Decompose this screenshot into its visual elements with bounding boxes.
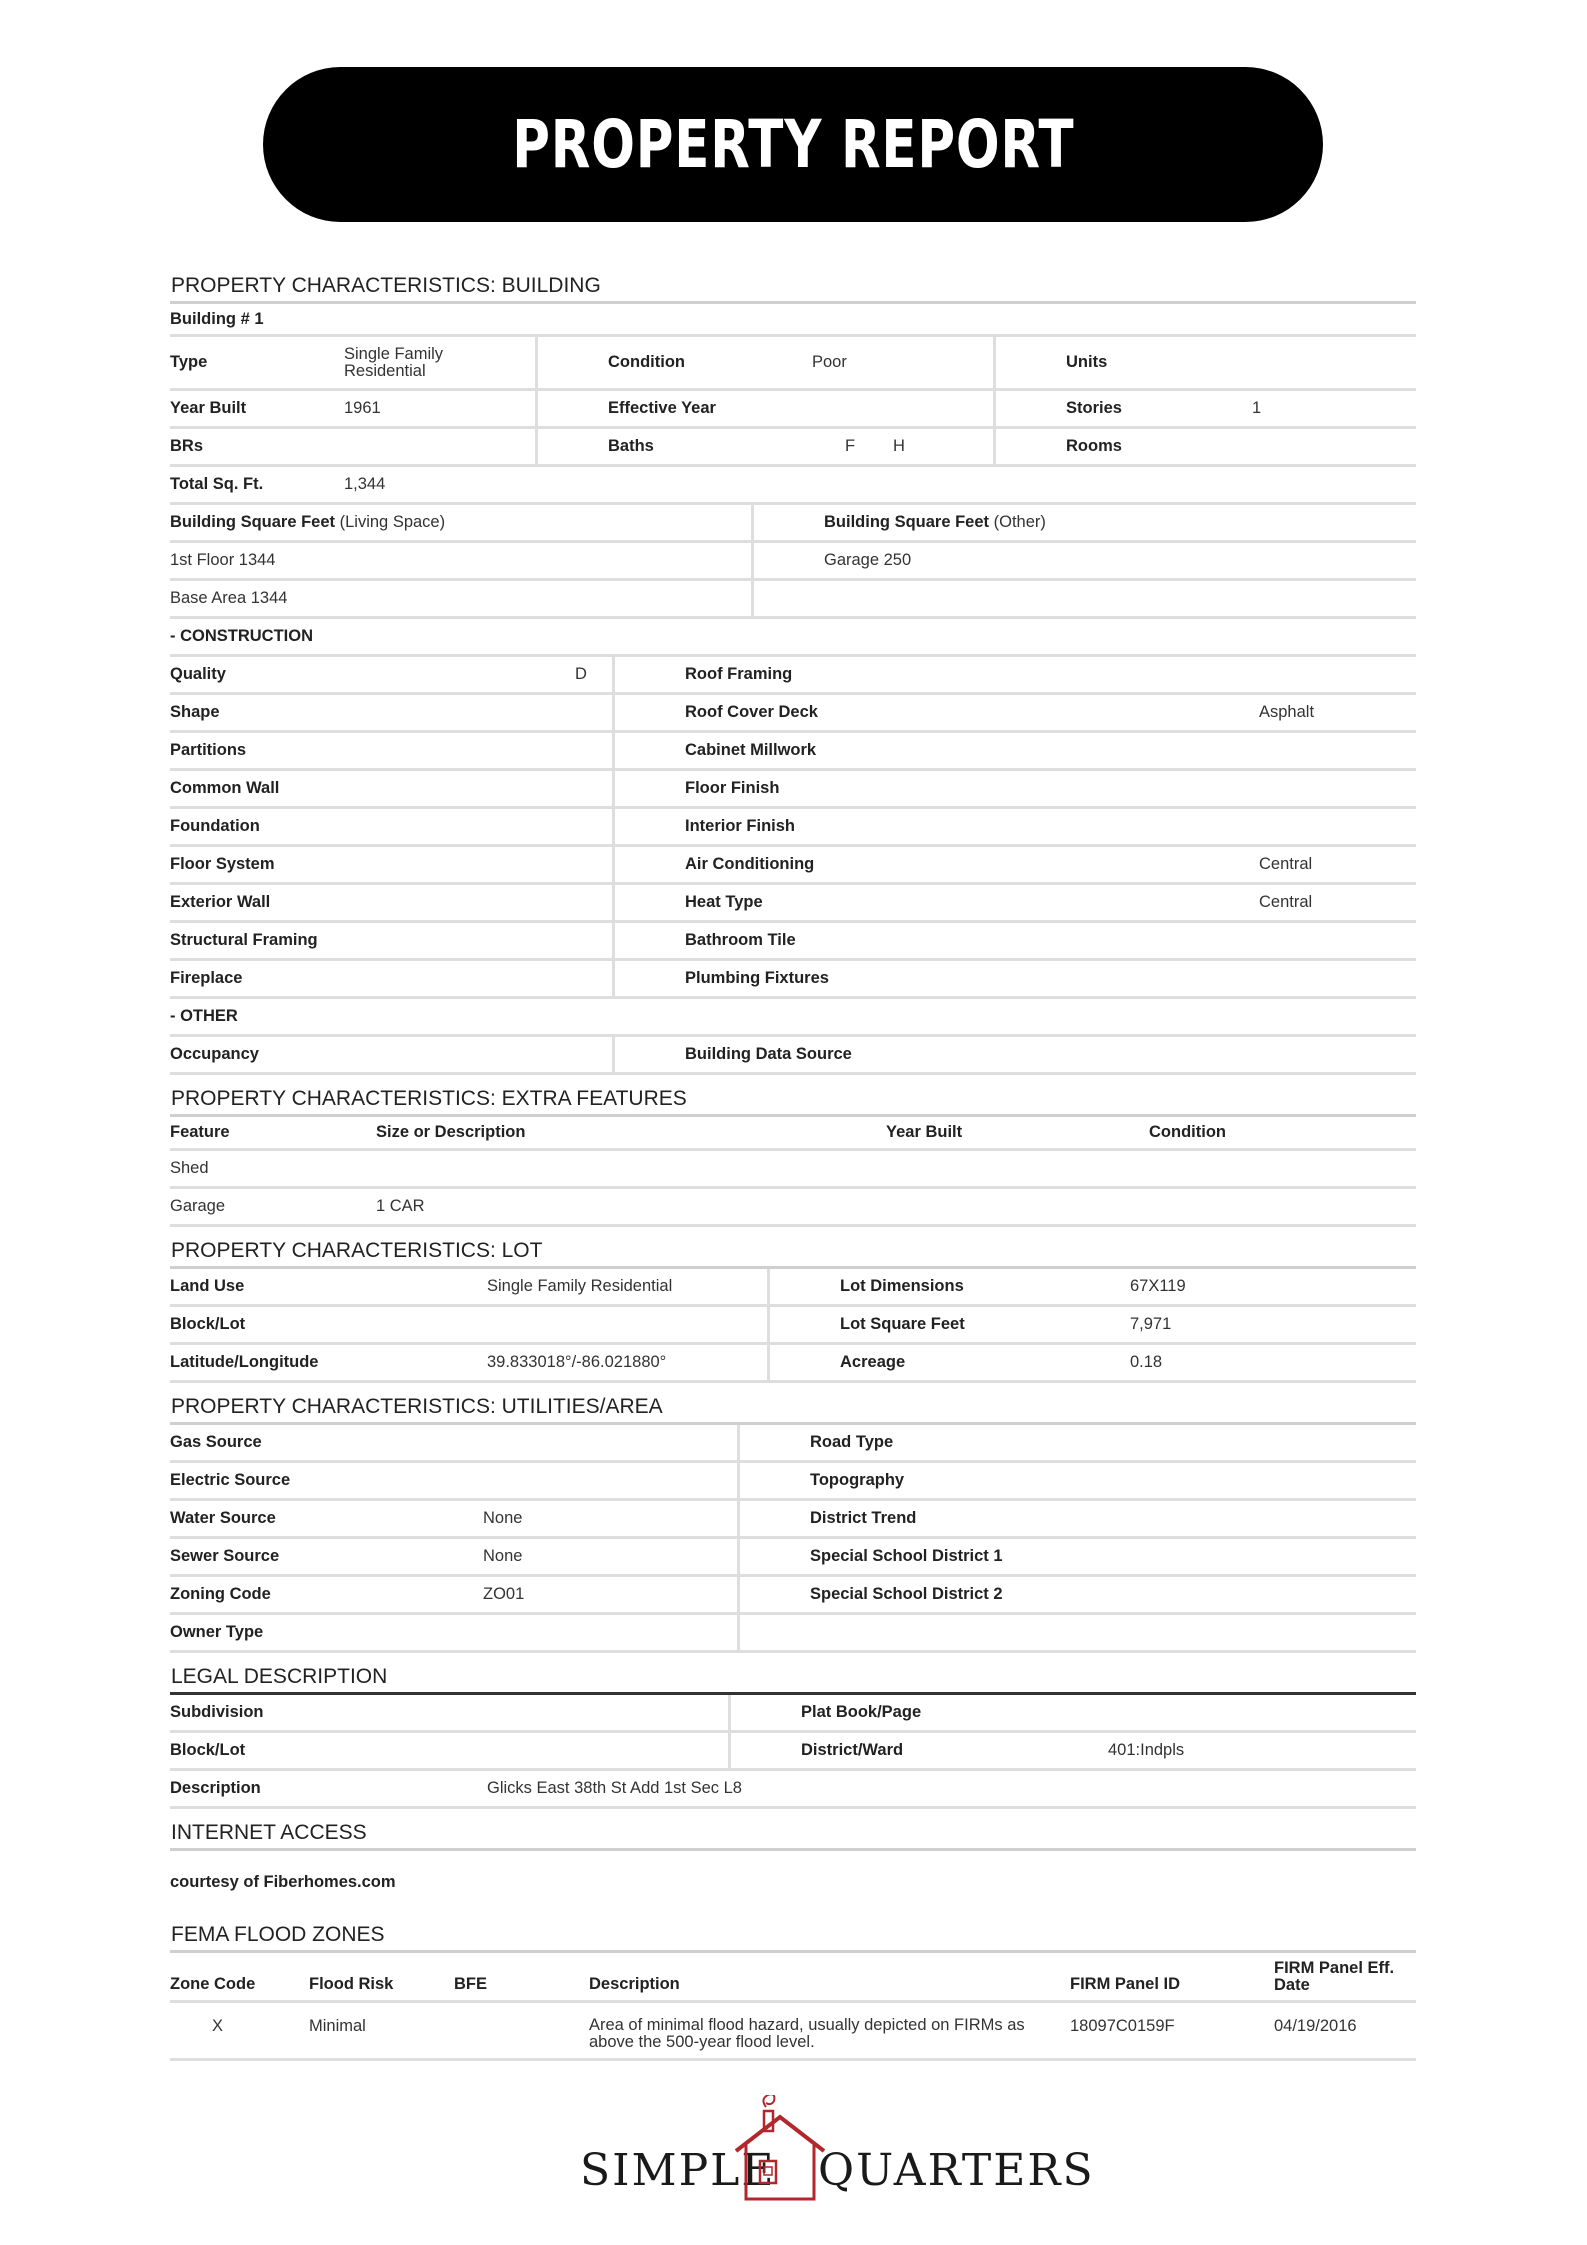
construction-left-label: Floor System	[170, 855, 275, 873]
construction-right-cell	[615, 695, 1314, 730]
district-label: District/Ward	[801, 1741, 904, 1759]
utility-right-label: Road Type	[810, 1433, 894, 1451]
type-value: Single Family Residential	[344, 344, 444, 380]
construction-left-label: Quality	[170, 665, 226, 683]
other-header	[170, 999, 1416, 1037]
utility-right-cell	[740, 1615, 810, 1650]
lot-row	[170, 1307, 1416, 1345]
legal-row-subdivision	[170, 1695, 1416, 1733]
report-banner	[263, 67, 1323, 222]
utility-left-label: Gas Source	[170, 1433, 262, 1451]
utility-right-label: Special School District 2	[810, 1585, 1003, 1603]
building-row-rooms	[170, 429, 1416, 467]
construction-right-label: Roof Framing	[685, 665, 793, 683]
units-label: Units	[1066, 353, 1108, 371]
report-document	[170, 266, 1416, 2061]
col-size: Size or Description	[376, 1123, 526, 1141]
plat-label: Plat Book/Page	[801, 1703, 922, 1721]
utility-left-label: Owner Type	[170, 1623, 264, 1641]
construction-left-label: Shape	[170, 703, 220, 721]
construction-left-cell	[170, 923, 615, 958]
construction-row	[170, 809, 1416, 847]
effective-year-label: Effective Year	[608, 399, 716, 417]
brs-label: BRs	[170, 437, 204, 455]
section-title-utilities: PROPERTY CHARACTERISTICS: UTILITIES/AREA	[170, 1395, 1416, 1425]
section-title-lot: PROPERTY CHARACTERISTICS: LOT	[170, 1239, 1416, 1269]
construction-left-label: Structural Framing	[170, 931, 318, 949]
construction-row	[170, 847, 1416, 885]
lot-left-cell	[170, 1307, 770, 1342]
construction-right-cell	[615, 961, 1259, 996]
construction-left-cell	[170, 657, 615, 692]
utility-left-cell	[170, 1539, 740, 1574]
lot-left-value: 39.833018°/-86.021880°	[487, 1353, 667, 1371]
district-value: 401:Indpls	[1108, 1741, 1185, 1759]
fema-header	[170, 1953, 1416, 2003]
logo-text-right: QUARTERS	[818, 2145, 1095, 2196]
lot-right-value: 7,971	[1130, 1315, 1172, 1333]
building-sqft-header	[170, 505, 1416, 543]
utility-left-cell	[170, 1577, 740, 1612]
lot-right-cell	[770, 1345, 1162, 1380]
stories-label: Stories	[1066, 399, 1122, 417]
construction-row	[170, 885, 1416, 923]
internet-courtesy: courtesy of Fiberhomes.com	[170, 1872, 396, 1891]
col-eff-date: FIRM Panel Eff. Date	[1274, 1959, 1395, 1994]
lot-right-label: Lot Square Feet	[840, 1315, 965, 1333]
construction-left-label: Fireplace	[170, 969, 243, 987]
condition-label: Condition	[608, 353, 685, 371]
construction-right-label: Plumbing Fixtures	[685, 969, 829, 987]
construction-header	[170, 619, 1416, 657]
lot-row	[170, 1269, 1416, 1307]
baths-label: Baths	[608, 437, 654, 455]
description-label: Description	[170, 1779, 261, 1797]
logo-text-left: SIMPLE	[580, 2145, 776, 2196]
lot-row	[170, 1345, 1416, 1383]
report-title: PROPERTY REPORT	[511, 106, 1075, 183]
construction-right-cell	[615, 923, 1259, 958]
construction-right-label: Floor Finish	[685, 779, 780, 797]
construction-left-cell	[170, 771, 615, 806]
construction-left-label: Common Wall	[170, 779, 280, 797]
utility-row	[170, 1463, 1416, 1501]
total-sqft-value: 1,344	[344, 475, 386, 493]
construction-right-cell	[615, 733, 1259, 768]
lot-right-value: 0.18	[1130, 1353, 1163, 1371]
col-panel-id: FIRM Panel ID	[1070, 1975, 1181, 1993]
legal-blocklot-label: Block/Lot	[170, 1741, 246, 1759]
feature-value: Shed	[170, 1159, 209, 1177]
year-built-value: 1961	[344, 399, 381, 417]
col-zone: Zone Code	[170, 1975, 256, 1993]
construction-left-cell	[170, 961, 615, 996]
utility-right-label: Special School District 1	[810, 1547, 1003, 1565]
construction-right-label: Bathroom Tile	[685, 931, 796, 949]
utility-row	[170, 1425, 1416, 1463]
utility-row	[170, 1501, 1416, 1539]
feature-value: Garage	[170, 1197, 226, 1215]
section-title-legal: LEGAL DESCRIPTION	[170, 1665, 1416, 1695]
utility-right-cell	[740, 1501, 916, 1536]
living-space-paren: (Living Space)	[339, 513, 446, 531]
lot-left-cell	[170, 1269, 770, 1304]
construction-right-cell	[615, 809, 1259, 844]
building-number: Building # 1	[170, 304, 1416, 337]
construction-left-label: Exterior Wall	[170, 893, 271, 911]
lot-right-label: Lot Dimensions	[840, 1277, 964, 1295]
construction-right-value: Asphalt	[1259, 703, 1315, 721]
building-row-year	[170, 391, 1416, 429]
living-space-2: Base Area 1344	[170, 581, 754, 616]
risk-value: Minimal	[309, 2017, 366, 2035]
fema-row	[170, 2003, 1416, 2061]
construction-right-label: Roof Cover Deck	[685, 703, 818, 721]
other-space-paren: (Other)	[993, 513, 1046, 531]
lot-left-label: Block/Lot	[170, 1315, 246, 1333]
extra-feature-row	[170, 1151, 1416, 1189]
building-sqft-row-1	[170, 543, 1416, 581]
section-title-extra-features: PROPERTY CHARACTERISTICS: EXTRA FEATURES	[170, 1087, 1416, 1117]
baths-half: H	[893, 437, 905, 455]
utility-right-cell	[740, 1463, 904, 1498]
utility-row	[170, 1577, 1416, 1615]
utility-left-cell	[170, 1501, 740, 1536]
col-feature: Feature	[170, 1123, 230, 1141]
construction-right-value: Central	[1259, 855, 1313, 873]
simple-quarters-logo	[580, 2095, 1095, 2205]
feature-size: 1 CAR	[376, 1197, 425, 1215]
utility-right-label: District Trend	[810, 1509, 917, 1527]
utility-right-cell	[740, 1425, 893, 1460]
condition-value: Poor	[812, 353, 847, 371]
construction-left-cell	[170, 695, 615, 730]
construction-title: - CONSTRUCTION	[170, 627, 313, 645]
panel-id-value: 18097C0159F	[1070, 2017, 1175, 2035]
construction-row	[170, 923, 1416, 961]
utility-left-cell	[170, 1425, 740, 1460]
living-space-label: Building Square Feet	[170, 513, 336, 531]
lot-right-label: Acreage	[840, 1353, 906, 1371]
col-risk: Flood Risk	[309, 1975, 394, 1993]
zone-value: X	[212, 2017, 224, 2035]
construction-left-cell	[170, 885, 615, 920]
lot-left-label: Land Use	[170, 1277, 245, 1295]
construction-right-cell	[615, 847, 1312, 882]
utility-row	[170, 1539, 1416, 1577]
utility-left-cell	[170, 1463, 740, 1498]
other-space-label: Building Square Feet	[824, 513, 990, 531]
col-condition: Condition	[1149, 1123, 1226, 1141]
baths-full: F	[845, 437, 856, 455]
legal-row-blocklot	[170, 1733, 1416, 1771]
lot-right-cell	[770, 1269, 1186, 1304]
utility-left-label: Zoning Code	[170, 1585, 271, 1603]
construction-right-cell	[615, 657, 1259, 692]
section-title-fema: FEMA FLOOD ZONES	[170, 1923, 1416, 1953]
year-built-label: Year Built	[170, 399, 247, 417]
flood-description: Area of minimal flood hazard, usually depicted on FIRMs as above the 500-year flood level.	[589, 2016, 1025, 2051]
building-sqft-row-2	[170, 581, 1416, 619]
construction-left-cell	[170, 733, 615, 768]
building-row-sqft	[170, 467, 1416, 505]
construction-right-cell	[615, 885, 1312, 920]
eff-date-value: 04/19/2016	[1274, 2017, 1357, 2035]
construction-right-cell	[615, 771, 1259, 806]
lot-right-value: 67X119	[1130, 1277, 1186, 1295]
building-row-type	[170, 337, 1416, 391]
utility-left-label: Sewer Source	[170, 1547, 280, 1565]
lot-left-cell	[170, 1345, 770, 1380]
extra-feature-row	[170, 1189, 1416, 1227]
lot-left-value: Single Family Residential	[487, 1277, 673, 1295]
construction-left-label: Foundation	[170, 817, 260, 835]
utility-left-label: Water Source	[170, 1509, 276, 1527]
construction-left-value: D	[575, 665, 587, 683]
house-icon	[730, 2095, 830, 2205]
other-title: - OTHER	[170, 1007, 238, 1025]
utility-right-cell	[740, 1577, 1003, 1612]
utility-left-label: Electric Source	[170, 1471, 291, 1489]
utility-row	[170, 1615, 1416, 1653]
construction-right-label: Air Conditioning	[685, 855, 815, 873]
stories-value: 1	[1252, 399, 1262, 417]
legal-row-description	[170, 1771, 1416, 1809]
occupancy-row	[170, 1037, 1416, 1075]
construction-row	[170, 733, 1416, 771]
utility-left-value: ZO01	[483, 1585, 525, 1603]
extra-features-header	[170, 1117, 1416, 1151]
total-sqft-label: Total Sq. Ft.	[170, 475, 264, 493]
occupancy-label: Occupancy	[170, 1045, 259, 1063]
construction-left-label: Partitions	[170, 741, 247, 759]
col-description: Description	[589, 1975, 680, 1993]
construction-row	[170, 961, 1416, 999]
construction-right-label: Interior Finish	[685, 817, 796, 835]
rooms-label: Rooms	[1066, 437, 1122, 455]
construction-row	[170, 771, 1416, 809]
construction-row	[170, 695, 1416, 733]
description-value: Glicks East 38th St Add 1st Sec L8	[487, 1779, 742, 1797]
data-source-label: Building Data Source	[685, 1045, 852, 1063]
section-title-internet: INTERNET ACCESS	[170, 1821, 1416, 1851]
construction-right-label: Cabinet Millwork	[685, 741, 817, 759]
construction-left-cell	[170, 809, 615, 844]
living-space-1: 1st Floor 1344	[170, 543, 754, 578]
col-year: Year Built	[886, 1123, 963, 1141]
col-bfe: BFE	[454, 1975, 487, 1993]
utility-left-value: None	[483, 1509, 523, 1527]
lot-left-label: Latitude/Longitude	[170, 1353, 319, 1371]
type-label: Type	[170, 353, 208, 371]
utility-left-value: None	[483, 1547, 523, 1565]
section-title-building: PROPERTY CHARACTERISTICS: BUILDING	[170, 274, 1416, 304]
utility-left-cell	[170, 1615, 740, 1650]
utility-right-label: Topography	[810, 1471, 905, 1489]
utility-right-cell	[740, 1539, 1003, 1574]
lot-right-cell	[770, 1307, 1171, 1342]
other-space-1: Garage 250	[824, 551, 912, 569]
construction-right-value: Central	[1259, 893, 1313, 911]
subdivision-label: Subdivision	[170, 1703, 264, 1721]
construction-row	[170, 657, 1416, 695]
construction-left-cell	[170, 847, 615, 882]
construction-right-label: Heat Type	[685, 893, 763, 911]
